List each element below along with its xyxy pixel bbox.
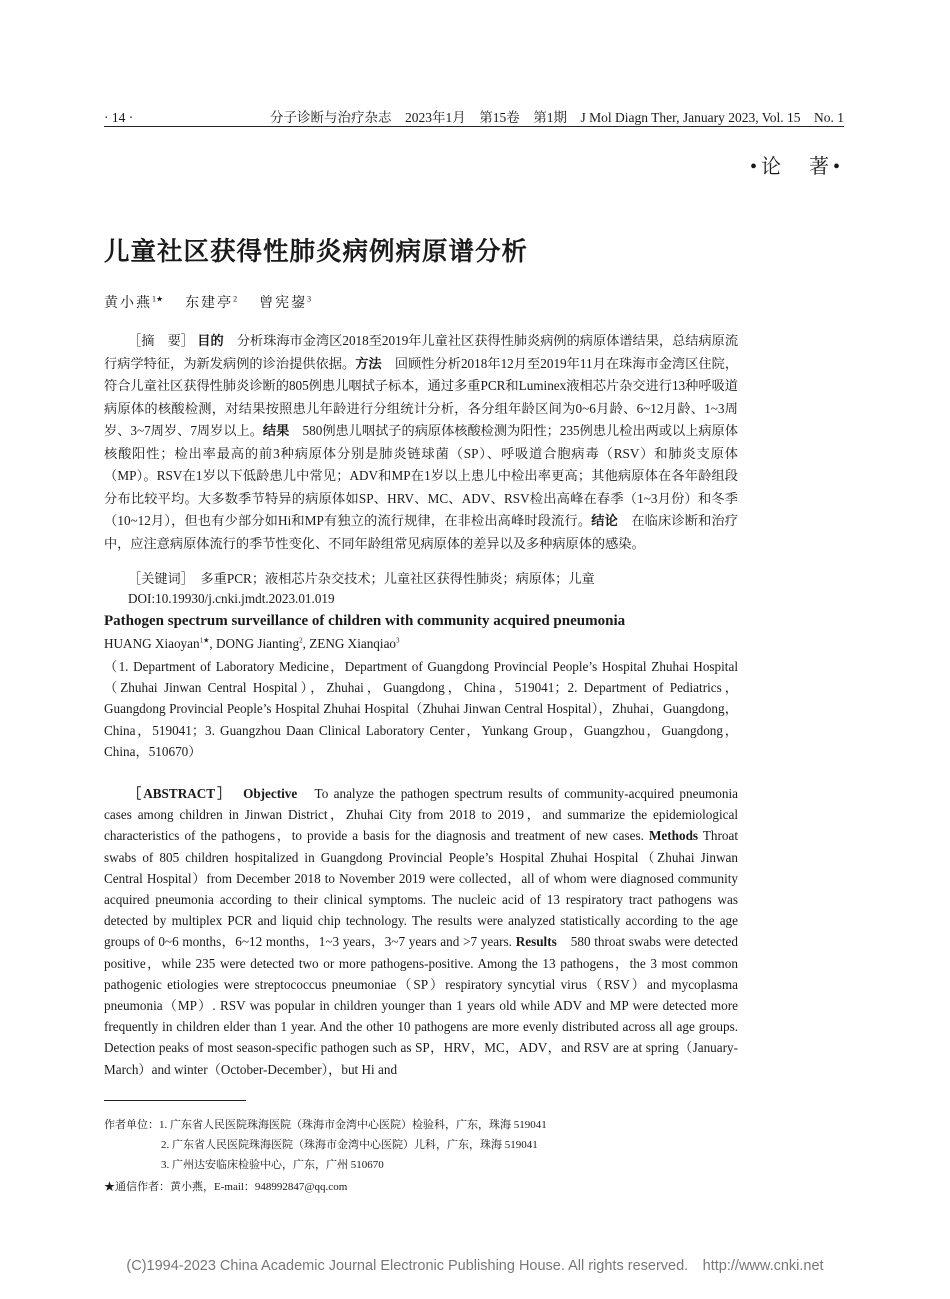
author-list bbox=[104, 292, 311, 312]
section-label: •论 著• bbox=[749, 156, 844, 178]
results-text: 580例患儿咽拭子的病原体核酸检测为阳性；235例患儿检出两或以上病原体核酸阳性；检出率最高的前3种病原体分别是肺炎链球菌（SP）、呼吸道合胞病毒（RSV）和肺炎支原体（MP）。RSV在1岁以下低龄患儿中常见；ADV和MP在1岁以上患儿中检出率更高；其他病原体在各年龄组段分布比较平均。大多数季节特异的病原体如SP、HRV、MC、ADV、RSV检出高峰在春季（1~3月份）和冬季（10~12月），但也有少部分如Hi和MP有独立的流行规律，在非检出高峰时段流行。 bbox=[104, 423, 739, 528]
keywords bbox=[128, 568, 595, 587]
footnote-corresponding: ★通信作者：黄小燕，E-mail：948992847@qq.com bbox=[104, 1181, 348, 1193]
results-label: 结果 bbox=[262, 423, 290, 438]
running-header bbox=[104, 106, 844, 126]
author-mark: 1★ bbox=[152, 294, 164, 304]
results-en-label: Results bbox=[515, 934, 557, 950]
author-name: 黄小燕 bbox=[104, 296, 152, 311]
author-mark: 2 bbox=[233, 294, 238, 304]
objective-text: 分析珠海市金湾区2018至2019年儿童社区获得性肺炎病例的病原体谱结果，总结病原流行病学特征，为新发病例的诊治提供依据。 bbox=[104, 333, 739, 371]
footnote-rule bbox=[104, 1100, 246, 1101]
english-author-name: HUANG Xiaoyan bbox=[104, 636, 200, 651]
author-mark: 3 bbox=[307, 294, 312, 304]
english-author-mark: 3 bbox=[396, 636, 400, 645]
english-author-name: DONG Jianting bbox=[215, 636, 300, 651]
methods-label: 方法 bbox=[355, 355, 382, 371]
english-author-mark: 2 bbox=[299, 636, 303, 645]
footnote-unit-1: 作者单位：1. 广东省人民医院珠海医院（珠海市金湾中心医院）检验科，广东，珠海 519041 bbox=[104, 1119, 547, 1131]
abstract-en-label: ［ABSTRACT］ bbox=[128, 786, 233, 801]
abstract-english-paragraph bbox=[104, 783, 738, 1080]
author-name: 曾宪鋆 bbox=[259, 296, 308, 311]
objective-label: 目的 bbox=[197, 333, 224, 348]
author-separator: , bbox=[302, 636, 310, 651]
methods-en-label: Methods bbox=[648, 828, 699, 844]
copyright-footer: (C)1994-2023 China Academic Journal Electronic Publishing House. All rights reserved. http://www.cnki.net bbox=[126, 1258, 824, 1274]
abstract-chinese bbox=[104, 330, 738, 555]
keywords-text: 多重PCR；液相芯片杂交技术；儿童社区获得性肺炎；病原体；儿童 bbox=[187, 571, 595, 586]
author-separator: , bbox=[209, 636, 216, 651]
objective-en-label: Objective bbox=[243, 786, 298, 801]
doi: DOI:10.19930/j.cnki.jmdt.2023.01.019 bbox=[128, 591, 335, 606]
author-name: 东建亭 bbox=[185, 296, 234, 311]
footnote-unit-3: 3. 广州达安临床检验中心，广东，广州 510670 bbox=[161, 1159, 384, 1171]
conclusion-label: 结论 bbox=[591, 513, 618, 528]
abstract-label: ［摘 要］ bbox=[128, 333, 194, 348]
english-author-mark: 1★ bbox=[199, 636, 210, 645]
conclusion-text: 在临床诊断和治疗中，应注意病原体流行的季节性变化、不同年龄组常见病原体的差异以及多种病原体的感染。 bbox=[104, 513, 739, 551]
objective-en-text: To analyze the pathogen spectrum results of community-acquired pneumonia cases among children in Jinwan District，Zhuhai City from 2018 to 2019，and summarize the epidemiological characteristics of the pathogens，to provide a basis for the diagnosis and treatment of new cases. bbox=[104, 786, 739, 844]
journal-info: 分子诊断与治疗杂志 2023年1月 第15卷 第1期 J Mol Diagn Ther, January 2023, Vol. 15 No. 1 bbox=[270, 110, 844, 125]
methods-text: 回顾性分析2018年12月至2019年11月在珠海市金湾区住院，符合儿童社区获得性肺炎诊断的805例患儿咽拭子标本，通过多重PCR和Luminex液相芯片杂交进行13种呼吸道病原体的核酸检测，对结果按照患儿年龄进行分组统计分析，各分组年龄区间为0~6月龄、6~12月龄、1~3周岁、3~7周岁、7周岁以上。 bbox=[104, 355, 739, 438]
abstract-chinese-paragraph bbox=[104, 330, 738, 555]
footnote-unit-2: 2. 广东省人民医院珠海医院（珠海市金湾中心医院）儿科，广东，珠海 519041 bbox=[161, 1139, 538, 1151]
keywords-label: ［关键词］ bbox=[128, 571, 188, 586]
article-title: 儿童社区获得性肺炎病例病原谱分析 bbox=[104, 237, 529, 266]
english-author-list bbox=[104, 636, 400, 652]
abstract-english bbox=[104, 783, 738, 1080]
methods-en-text: Throat swabs of 805 children hospitalized in Guangdong Provincial People’s Hospital Zhuhai Hospital（Zhuhai Jinwan Central Hospital）from December 2018 to November 2019 were collected，all of whom were diagnosed community acquired pneumonia according to their clinical symptoms. The nucleic acid of 13 respiratory tract pathogens was detected by multiplex PCR and liquid chip technology. The results were analyzed statistically according to the age groups of 0~6 months，6~12 months，1~3 years，3~7 years and >7 years. bbox=[104, 828, 738, 950]
english-title: Pathogen spectrum surveillance of children with community acquired pneumonia bbox=[104, 613, 626, 629]
header-rule bbox=[104, 126, 844, 127]
english-author-name: ZENG Xianqiao bbox=[309, 636, 397, 651]
results-en-text: 580 throat swabs were detected positive，while 235 were detected two or more pathogens-positive. Among the 13 pathogens，the 3 most common pathogenic etiologies were streptococcus pneumoniae（SP）respiratory syncytial virus（RSV）and mycoplasma pneumonia（MP）. RSV was popular in children younger than 1 years old while ADV and MP were detected more frequently in children elder than 1 year. And the other 10 pathogens are more evenly distributed across all age groups. Detection peaks of most season-specific pathogen such as SP，HRV，MC，ADV，and RSV are at spring（January-March）and winter（October-December），but Hi and bbox=[104, 934, 738, 1077]
affiliations: （1. Department of Laboratory Medicine，Department of Guangdong Provincial People’s Hospital Zhuhai Hospital（Zhuhai Jinwan Central Hospital），Zhuhai，Guangdong，China，519041；2. Department of Pediatrics，Guangdong Provincial People’s Hospital Zhuhai Hospital（Zhuhai Jinwan Central Hospital），Zhuhai，Guangdong，China，519041；3. Guangzhou Daan Clinical Laboratory Center，Yunkang Group，Guangzhou，Guangdong，China，510670） bbox=[104, 659, 738, 759]
page-number: · 14 · bbox=[104, 110, 134, 125]
